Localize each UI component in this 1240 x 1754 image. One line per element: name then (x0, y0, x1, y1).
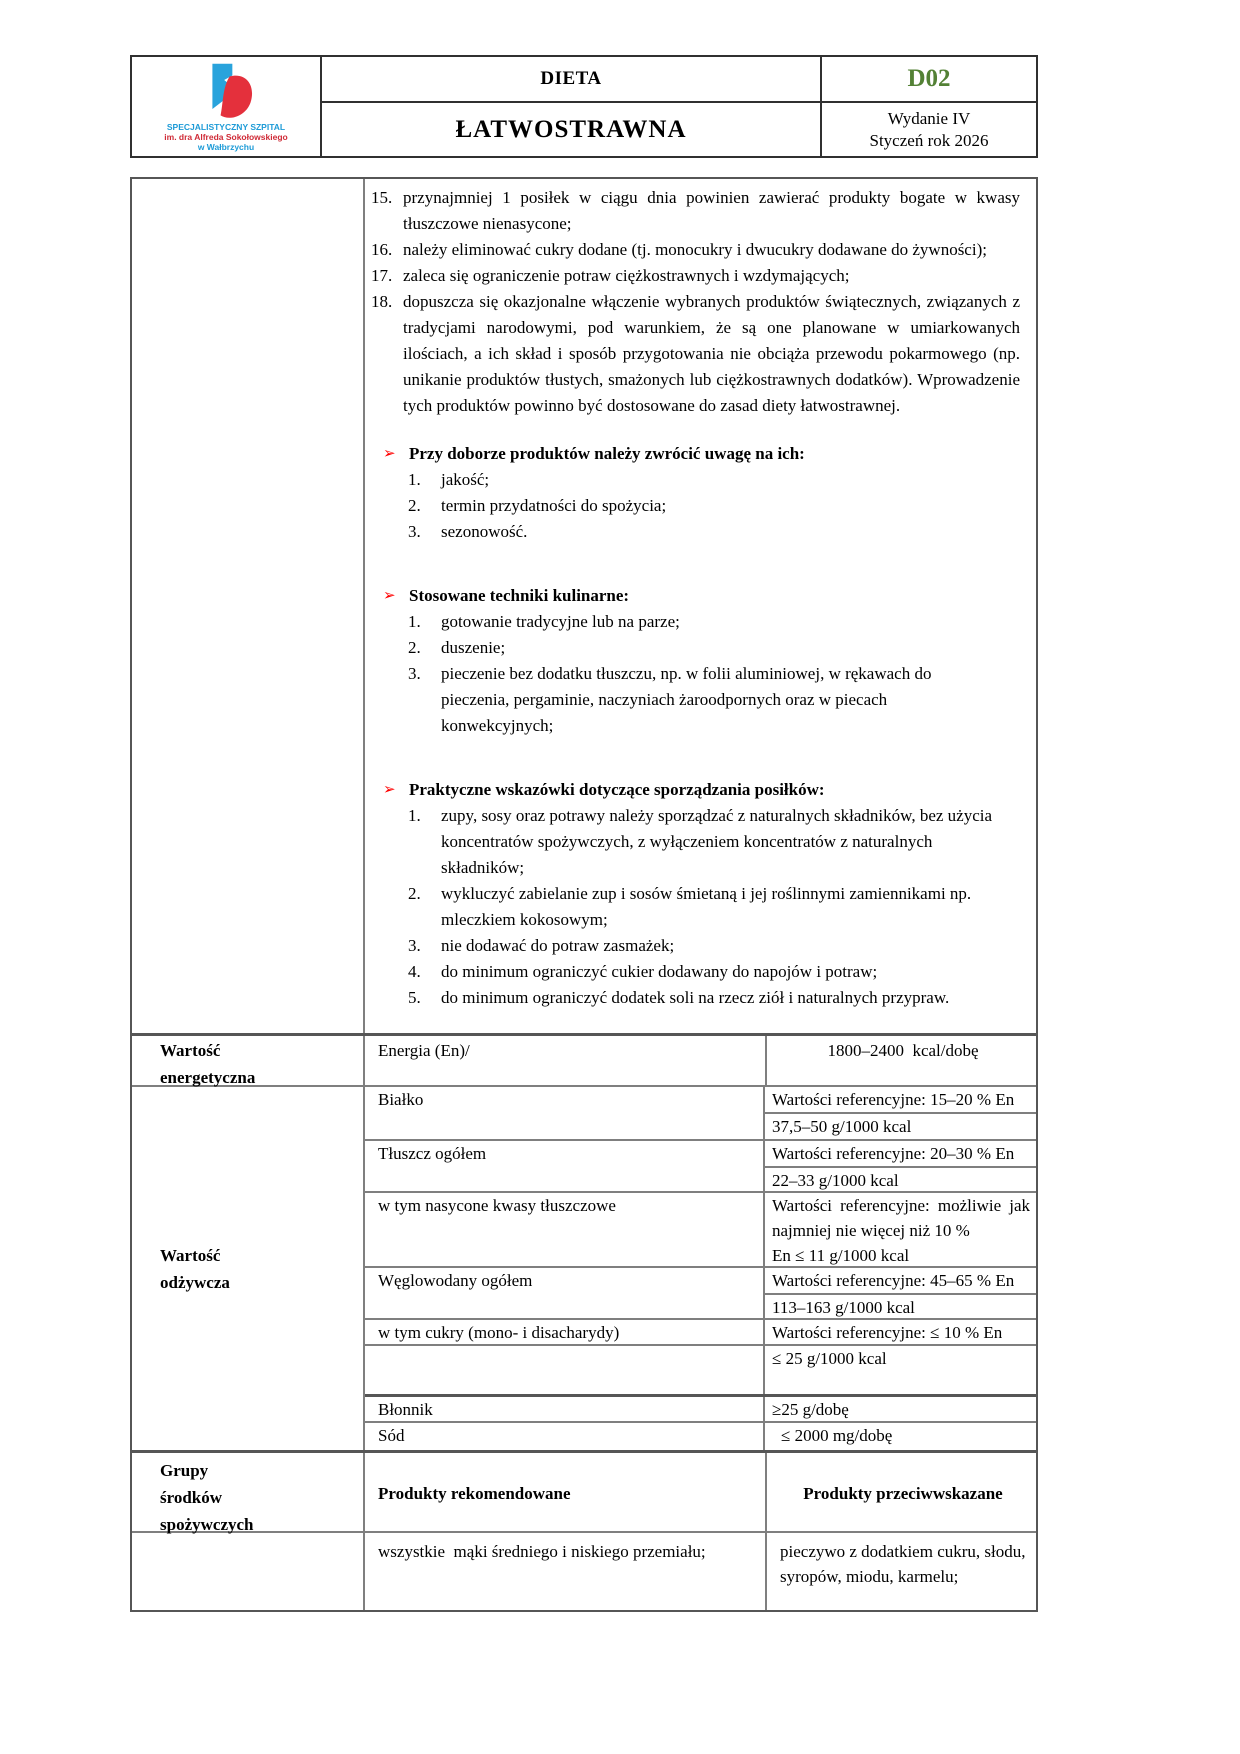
list-item (371, 959, 1020, 985)
item-number: 2. (408, 638, 421, 657)
sugars-gram-value: ≤ 25 g/1000 kcal (772, 1349, 887, 1368)
fiber-label: Błonnik (365, 1397, 765, 1421)
fat-label: Tłuszcz ogółem (365, 1141, 765, 1191)
saturated-ref-line3: En ≤ 11 g/1000 kcal (772, 1246, 910, 1265)
nutrition-label-line1: Wartość (160, 1246, 221, 1265)
logo-text (164, 122, 287, 152)
item-number: 1. (408, 806, 421, 825)
carbs-ref-value: Wartości referencyjne: 45–65 % En (772, 1271, 1015, 1290)
energy-row (132, 1033, 1036, 1085)
item-number: 18. (371, 292, 393, 311)
hospital-logo (132, 57, 320, 156)
logo-text-line3: w Wałbrzychu (197, 142, 255, 152)
sugars-row (365, 1318, 1036, 1344)
carbs-gram-value: 113–163 g/1000 kcal (765, 1293, 1036, 1320)
sugars-ref-value: Wartości referencyjne: ≤ 10 % En (772, 1323, 1003, 1342)
food-groups-label-line2: środków (160, 1488, 223, 1507)
doc-type: DIETA (540, 68, 602, 89)
list-item (371, 519, 1020, 545)
item-text: dopuszcza się okazjonalne włączenie wybranych produktów świątecznych, związanych z tradycjami narodowymi, pod warunkiem, że są one planowane w umiarkowanych ilościach, a ich skład i sposób przygotowania nie obciąża przewodu pokarmowego (np. unikanie produktów tłustych, smażonych lub ciężkostrawnych dodatków). Wprowadzenie tych produktów powinno być dostosowane do zasad diety łatwostrawnej. (403, 292, 1020, 415)
item-text: termin przydatności do spożycia; (441, 496, 667, 515)
contraindicated-cell: pieczywo z dodatkiem cukru, słodu, syropów, miodu, karmelu; (765, 1533, 1036, 1610)
item-number: 16. (371, 240, 393, 259)
item-number: 15. (371, 188, 393, 207)
item-text: pieczenie bez dodatku tłuszczu, np. w folii aluminiowej, w rękawach do pieczenia, pergaminie, naczyniach żaroodpornych oraz w piecach konwekcyjnych; (441, 664, 932, 735)
item-text: wykluczyć zabielanie zup i sosów śmietaną i jej roślinnymi zamiennikami np. mleczkiem kokosowym; (441, 884, 972, 929)
energy-label-line2: energetyczna (160, 1068, 256, 1087)
section-heading-product-selection (371, 441, 1020, 467)
item-text: jakość; (441, 470, 490, 489)
food-groups-label-line1: Grupy (160, 1461, 209, 1480)
carbs-row (365, 1266, 1036, 1318)
logo-text-line1: SPECJALISTYCZNY SZPITAL (166, 122, 286, 132)
edition-line2: Styczeń rok 2026 (869, 130, 989, 150)
item-number: 1. (408, 470, 421, 489)
section-title: Przy doborze produktów należy zwrócić uwagę na ich: (409, 444, 805, 463)
header-table (130, 55, 1038, 158)
doc-title: ŁATWOSTRAWNA (455, 115, 687, 143)
sodium-value: ≤ 2000 mg/dobę (781, 1426, 893, 1445)
item-number: 3. (408, 664, 421, 683)
item-text: przynajmniej 1 posiłek w ciągu dnia powinien zawierać produkty bogate w kwasy tłuszczowe nienasycone; (403, 188, 1020, 233)
energy-label-line1: Wartość (160, 1041, 221, 1060)
item-text: do minimum ograniczyć cukier dodawany do napojów i potraw; (441, 962, 878, 981)
fat-gram-value: 22–33 g/1000 kcal (765, 1166, 1036, 1193)
saturated-ref-line1: Wartości referencyjne: możliwie jak (772, 1196, 1030, 1215)
item-number: 4. (408, 962, 421, 981)
item-number: 2. (408, 884, 421, 903)
list-item (371, 661, 1020, 739)
protein-label: Białko (365, 1087, 765, 1139)
logo-text-line2: im. dra Alfreda Sokołowskiego (164, 132, 288, 142)
list-item (371, 635, 1020, 661)
protein-ref-value: Wartości referencyjne: 15–20 % En (772, 1090, 1015, 1109)
main-table (130, 177, 1038, 1612)
edition-line1: Wydanie IV (887, 108, 971, 128)
document-body (130, 55, 1038, 1612)
food-groups-label-line3: spożywczych (160, 1515, 254, 1534)
sugars-gram-row (365, 1344, 1036, 1394)
arrow-bullet-icon: ➢ (383, 446, 396, 462)
sugars-empty-label (365, 1346, 765, 1394)
numbered-item-17 (371, 263, 1020, 289)
sugars-label: w tym cukry (mono- i disacharydy) (365, 1320, 765, 1344)
sodium-label: Sód (365, 1423, 765, 1450)
food-groups-row-flour (132, 1531, 1036, 1610)
edition-info (822, 101, 1036, 156)
energy-name: Energia (En)/ (363, 1036, 765, 1085)
item-text: nie dodawać do potraw zasmażek; (441, 936, 675, 955)
protein-gram-value: 37,5–50 g/1000 kcal (765, 1112, 1036, 1139)
section-heading-culinary-techniques (371, 583, 1020, 609)
spacer (371, 739, 1020, 777)
numbered-item-18 (371, 289, 1020, 419)
list-item (371, 609, 1020, 635)
nutrition-rows (363, 1087, 1036, 1450)
nutrition-label-line2: odżywcza (160, 1273, 230, 1292)
guidelines-row (132, 179, 1036, 1033)
spacer (371, 419, 1020, 441)
arrow-bullet-icon: ➢ (383, 588, 396, 604)
section-heading-practical-tips (371, 777, 1020, 803)
numbered-item-15 (371, 185, 1020, 237)
fiber-value: ≥25 g/dobę (772, 1400, 849, 1419)
header-title-column (320, 57, 820, 156)
nutrition-label (132, 1087, 363, 1450)
item-number: 2. (408, 496, 421, 515)
recommended-cell: wszystkie mąki średniego i niskiego przemiału; (363, 1533, 765, 1610)
energy-label (132, 1036, 363, 1085)
recommended-column-header: Produkty rekomendowane (363, 1453, 765, 1531)
numbered-item-16 (371, 237, 1020, 263)
section-title: Praktyczne wskazówki dotyczące sporządzania posiłków: (409, 780, 825, 799)
energy-value: 1800–2400 kcal/dobę (765, 1036, 1036, 1085)
item-number: 3. (408, 522, 421, 541)
spacer (371, 545, 1020, 583)
fat-row (365, 1139, 1036, 1191)
list-item (371, 493, 1020, 519)
item-number: 17. (371, 266, 393, 285)
list-item (371, 933, 1020, 959)
saturated-fat-label: w tym nasycone kwasy tłuszczowe (365, 1193, 765, 1266)
arrow-bullet-icon: ➢ (383, 782, 396, 798)
item-text: zaleca się ograniczenie potraw ciężkostrawnych i wzdymających; (403, 266, 850, 285)
item-text: należy eliminować cukry dodane (tj. monocukry i dwucukry dodawane do żywności); (403, 240, 987, 259)
fat-ref-value: Wartości referencyjne: 20–30 % En (772, 1144, 1015, 1163)
item-text: zupy, sosy oraz potrawy należy sporządzać z naturalnych składników, bez użycia koncentratów spożywczych, z wyłączeniem koncentratów z naturalnych składników; (441, 806, 993, 877)
food-groups-label (132, 1453, 363, 1534)
saturated-fat-row (365, 1191, 1036, 1266)
food-groups-header-row (132, 1450, 1036, 1534)
saturated-ref-line2: najmniej nie więcej niż 10 % (772, 1221, 970, 1240)
list-item (371, 881, 1020, 933)
item-number: 5. (408, 988, 421, 1007)
hospital-logo-icon (194, 61, 258, 119)
list-item (371, 803, 1020, 881)
item-text: sezonowość. (441, 522, 528, 541)
guidelines-cell (363, 179, 1036, 1033)
item-text: do minimum ograniczyć dodatek soli na rzecz ziół i naturalnych przypraw. (441, 988, 950, 1007)
section-title: Stosowane techniki kulinarne: (409, 586, 630, 605)
header-code-column (820, 57, 1036, 156)
item-text: duszenie; (441, 638, 506, 657)
food-groups-empty-cell (132, 1533, 363, 1610)
fiber-row (365, 1394, 1036, 1421)
doc-code: D02 (907, 65, 951, 92)
sodium-row (365, 1421, 1036, 1450)
carbs-label: Węglowodany ogółem (365, 1268, 765, 1318)
guidelines-left-empty-cell (132, 179, 363, 1033)
item-text: gotowanie tradycyjne lub na parze; (441, 612, 680, 631)
protein-row (365, 1087, 1036, 1139)
list-item (371, 985, 1020, 1011)
contraindicated-column-header: Produkty przeciwwskazane (765, 1453, 1036, 1531)
list-item (371, 467, 1020, 493)
item-number: 3. (408, 936, 421, 955)
nutrition-section (132, 1085, 1036, 1450)
item-number: 1. (408, 612, 421, 631)
